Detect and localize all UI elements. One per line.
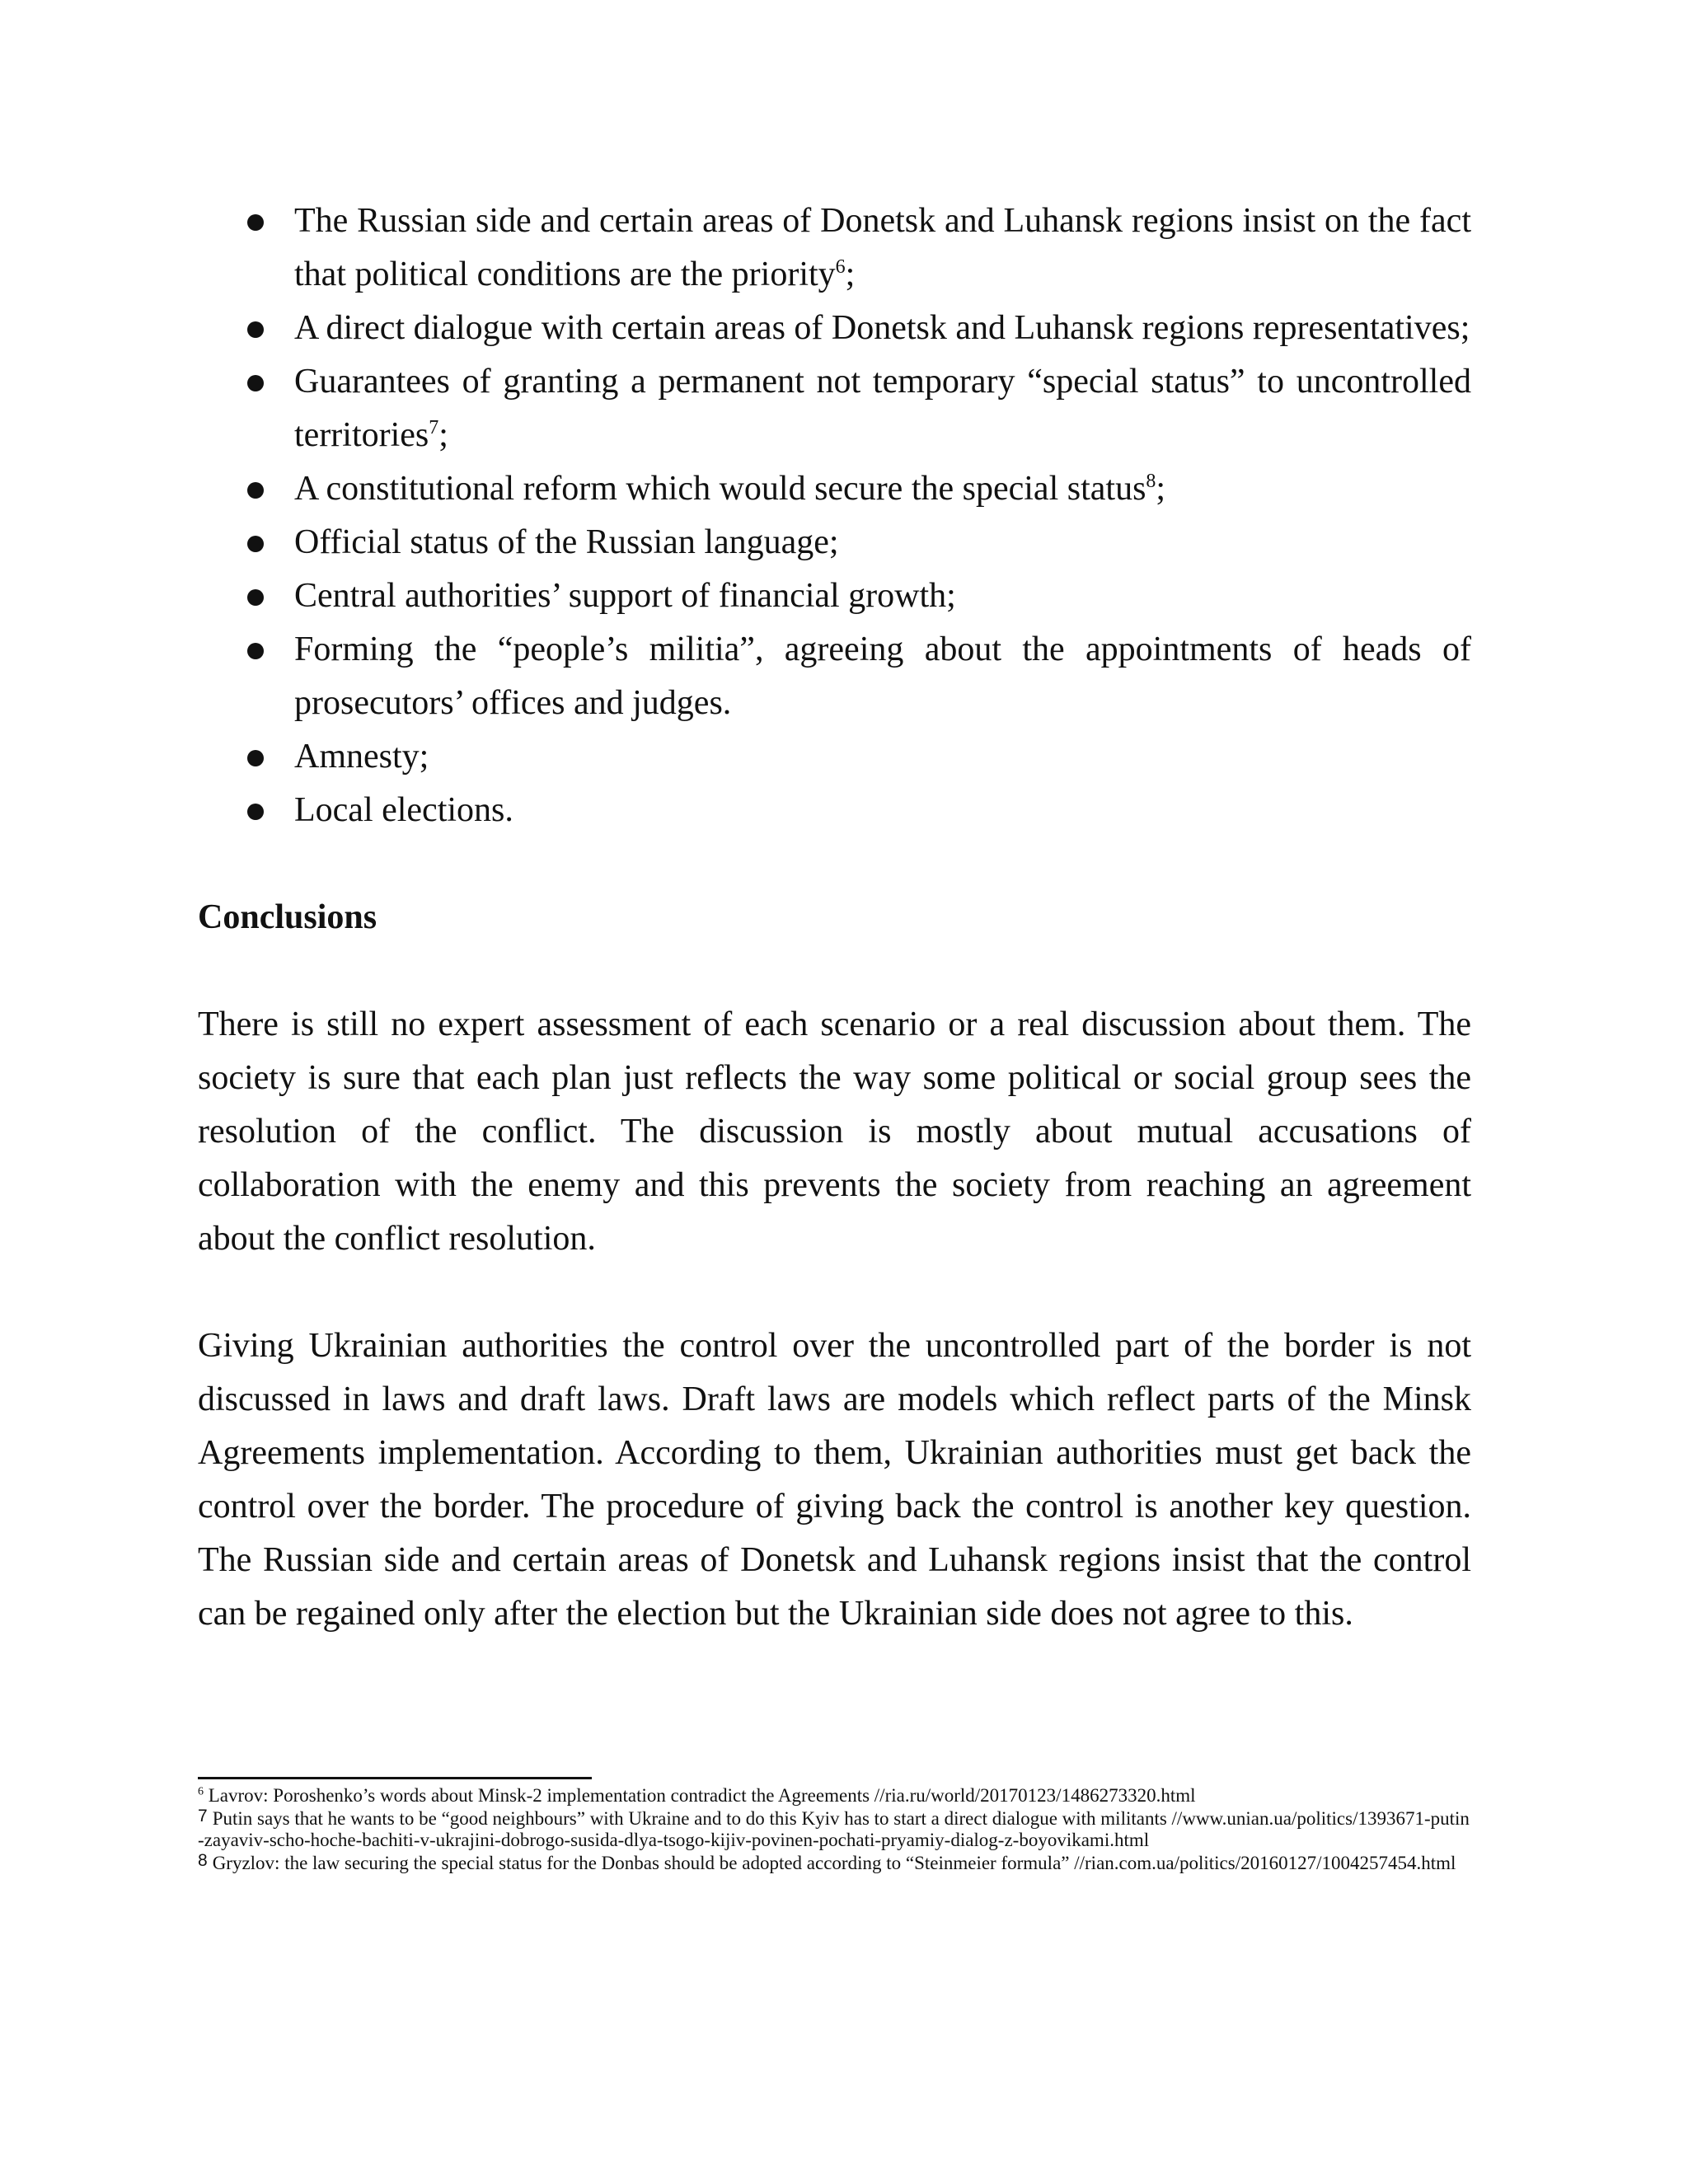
list-item <box>198 355 1471 462</box>
list-item <box>198 516 1471 569</box>
bullet-icon <box>247 589 264 606</box>
body-paragraph: Giving Ukrainian authorities the control over the uncontrolled part of the border is not discussed in laws and draft laws. Draft laws are models which reflect parts of the Minsk Agreements implementation. According to them, Ukrainian authorities must get back the control over the border. The procedure of giving back the control is another key question. The Russian side and certain areas of Donetsk and Luhansk regions insist that the control can be regained only after the election but the Ukrainian side does not agree to this. <box>198 1327 1471 1633</box>
footnote <box>198 1853 1471 1874</box>
bullet-list <box>198 194 1471 837</box>
body-paragraph: There is still no expert assessment of each scenario or a real discussion about them. The society is sure that each plan just reflects the way some political or social group sees the resolution of the conflict. The discussion is mostly about mutual accusations of collaboration with the enemy and this prevents the society from reaching an agreement about the conflict resolution. <box>198 1005 1471 1258</box>
list-item-tail: ; <box>438 416 448 454</box>
list-item <box>198 462 1471 516</box>
list-item-text: Official status of the Russian language; <box>294 523 839 561</box>
bullet-icon <box>247 750 264 766</box>
list-item <box>198 302 1471 355</box>
list-item-text: The Russian side and certain areas of Donetsk and Luhansk regions insist on the fact that political conditions are the priority <box>294 202 1471 293</box>
footnote-ref: 7 <box>429 417 439 438</box>
bullet-icon <box>247 804 264 820</box>
list-item <box>198 623 1471 730</box>
list-item <box>198 194 1471 302</box>
bullet-icon <box>247 214 264 231</box>
footnote-ref: 6 <box>835 256 846 278</box>
list-item-text: A direct dialogue with certain areas of Donetsk and Luhansk regions representatives; <box>294 309 1470 347</box>
main-content <box>198 194 1471 1641</box>
list-item <box>198 569 1471 623</box>
list-item-text: A constitutional reform which would secure the special status <box>294 470 1146 508</box>
footnote-text: Gryzlov: the law securing the special status for the Donbas should be adopted according to “Steinmeier formula” //rian.com.ua/politics/20160127/1004257454.html <box>212 1853 1456 1873</box>
footnotes <box>198 1785 1471 1876</box>
footnote <box>198 1808 1471 1851</box>
footnote-mark: 6 <box>198 1785 204 1798</box>
bullet-icon <box>247 321 264 338</box>
footnote-mark: 8 <box>198 1851 208 1870</box>
list-item-text: Forming the “people’s militia”, agreeing about the appointments of heads of prosecutors’ offices and judges. <box>294 630 1471 722</box>
list-item-tail: ; <box>845 255 856 293</box>
list-item <box>198 730 1471 784</box>
bullet-icon <box>247 643 264 659</box>
list-item-text: Amnesty; <box>294 738 429 776</box>
footnote-text: Lavrov: Poroshenko’s words about Minsk-2 implementation contradict the Agreements //ria.ru/world/20170123/1486273320.html <box>208 1785 1196 1806</box>
footnote-ref: 8 <box>1146 471 1156 492</box>
footnote-divider <box>198 1777 592 1779</box>
list-item-text: Local elections. <box>294 791 513 829</box>
list-item-text: Central authorities’ support of financial growth; <box>294 577 956 615</box>
section-heading: Conclusions <box>198 898 377 936</box>
bullet-icon <box>247 482 264 499</box>
list-item-tail: ; <box>1156 470 1166 508</box>
list-item-text: Guarantees of granting a permanent not temporary “special status” to uncontrolled territories <box>294 363 1471 454</box>
footnote-text: Putin says that he wants to be “good neighbours” with Ukraine and to do this Kyiv has to start a direct dialogue with militants //www.unian.ua/politics/1393671-putin-zayaviv-scho-hoche-bachiti-v-ukrajini-dobrogo-susida-dlya-tsogo-kijiv-povinen-pochati-pryamiy-dialog-z-boyovikami.html <box>198 1808 1470 1850</box>
bullet-icon <box>247 375 264 391</box>
footnote-mark: 7 <box>198 1807 208 1825</box>
bullet-icon <box>247 536 264 552</box>
list-item <box>198 784 1471 837</box>
footnote <box>198 1785 1471 1807</box>
